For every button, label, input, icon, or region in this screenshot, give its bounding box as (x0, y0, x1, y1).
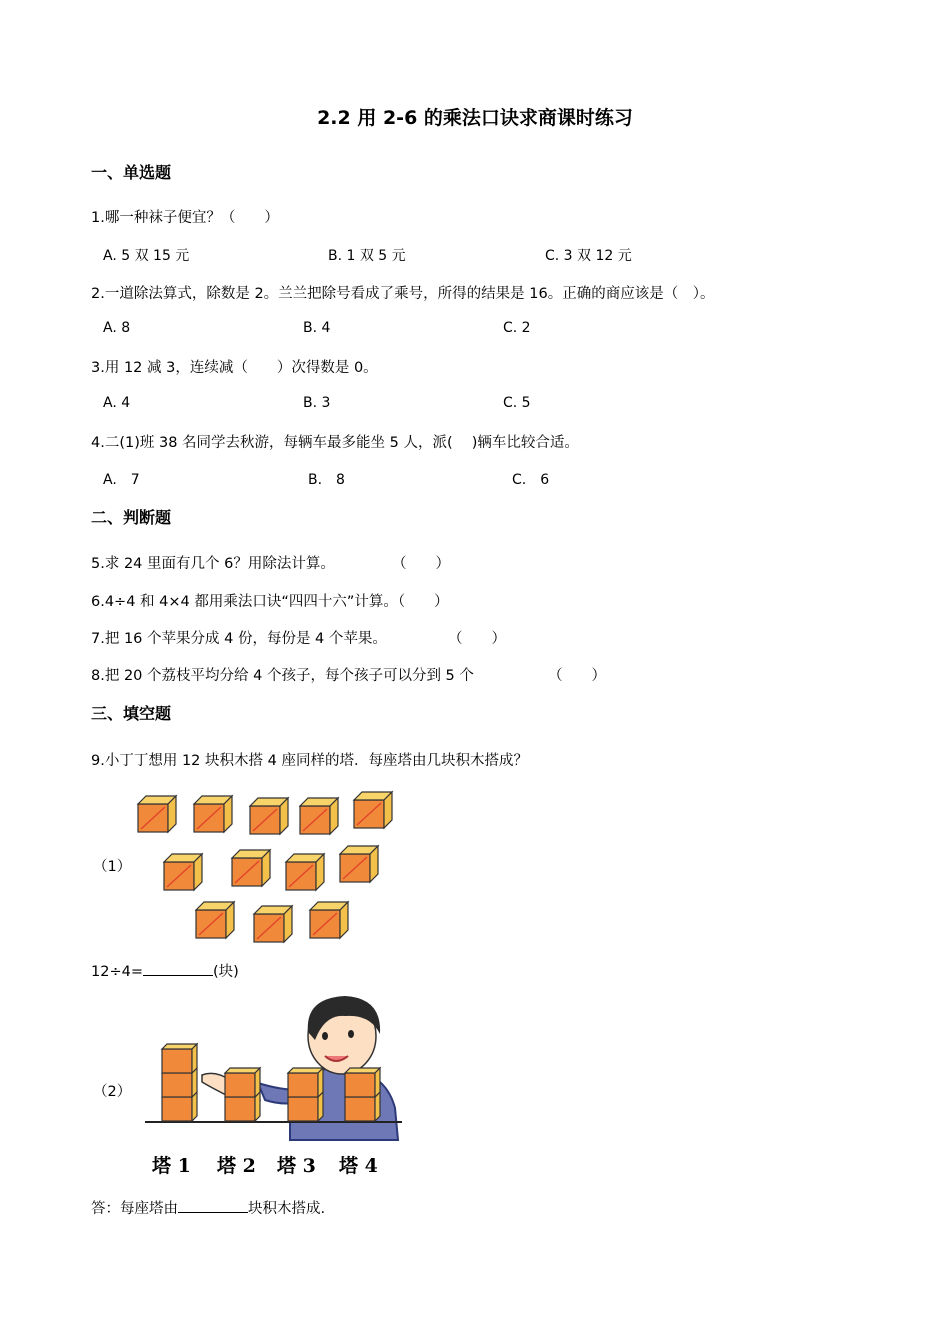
tower-block (345, 1068, 380, 1097)
question-8: 8.把 20 个荔枝平均分给 4 个孩子，每个孩子可以分到 5 个 (91, 668, 474, 684)
question-9: 9.小丁丁想用 12 块积木搭 4 座同样的塔．每座塔由几块积木搭成？ (91, 753, 528, 769)
answer-suffix: 块积木搭成. (248, 1201, 326, 1217)
page-title: 2.2 用 2-6 的乘法口诀求商课时练习 (317, 107, 633, 129)
q5-answer-paren[interactable]: （ ） (392, 556, 450, 572)
answer-blank[interactable] (178, 1199, 248, 1213)
equation-line (91, 960, 239, 981)
question-1: 1.哪一种袜子便宜？（ ） (91, 210, 279, 226)
q8-answer-paren[interactable]: （ ） (548, 668, 606, 684)
section-heading-fill-blank: 三、填空题 (91, 704, 172, 723)
q1-option-c[interactable]: C. 3 双 12 元 (545, 248, 632, 264)
block (196, 902, 234, 938)
block (340, 846, 378, 882)
tower-2-label: 塔 2 (217, 1155, 256, 1177)
tower-3-label: 塔 3 (277, 1155, 316, 1177)
part-2-label: （2） (93, 1084, 132, 1100)
q3-option-b[interactable]: B. 3 (303, 395, 331, 411)
q3-option-c[interactable]: C. 5 (503, 395, 531, 411)
answer-prefix: 答：每座塔由 (91, 1201, 178, 1217)
equation-unit: (块) (212, 964, 239, 980)
equation-prefix: 12÷4= (91, 964, 143, 980)
q2-option-a[interactable]: A. 8 (103, 320, 131, 336)
q2-option-b[interactable]: B. 4 (303, 320, 331, 336)
q4-option-c[interactable]: C. 6 (512, 472, 550, 488)
question-3: 3.用 12 减 3，连续减（ ）次得数是 0。 (91, 360, 378, 376)
question-4: 4.二(1)班 38 名同学去秋游，每辆车最多能坐 5 人，派( )辆车比较合适。 (91, 435, 579, 451)
section-heading-true-false: 二、判断题 (91, 508, 172, 527)
question-2: 2.一道除法算式，除数是 2。兰兰把除号看成了乘号，所得的结果是 16。正确的商应该是（ ）。 (91, 286, 715, 302)
block (286, 854, 324, 890)
section-heading-single-choice: 一、单选题 (91, 163, 172, 182)
question-5: 5.求 24 里面有几个 6？用除法计算。 (91, 556, 335, 572)
block (300, 798, 338, 834)
block (138, 796, 176, 832)
q1-option-a[interactable]: A. 5 双 15 元 (103, 248, 190, 264)
block (164, 854, 202, 890)
block (232, 850, 270, 886)
q3-option-a[interactable]: A. 4 (103, 395, 131, 411)
answer-line (91, 1197, 325, 1218)
block (250, 798, 288, 834)
towers-illustration (140, 990, 410, 1190)
tower-block (288, 1068, 323, 1097)
q4-option-b[interactable]: B. 8 (308, 472, 345, 488)
block (194, 796, 232, 832)
question-6: 6.4÷4 和 4×4 都用乘法口诀“四四十六”计算。（ ） (91, 594, 449, 610)
tower-block (162, 1044, 197, 1073)
question-7: 7.把 16 个苹果分成 4 份，每份是 4 个苹果。 (91, 631, 387, 647)
q7-answer-paren[interactable]: （ ） (448, 631, 506, 647)
block (310, 902, 348, 938)
block (254, 906, 292, 942)
tower-block (225, 1068, 260, 1097)
q2-option-c[interactable]: C. 2 (503, 320, 531, 336)
q1-option-b[interactable]: B. 1 双 5 元 (328, 248, 406, 264)
scattered-blocks-illustration (130, 784, 420, 944)
tower-1-label: 塔 1 (152, 1155, 191, 1177)
q4-option-a[interactable]: A. 7 (103, 472, 140, 488)
part-1-label: （1） (93, 859, 132, 875)
tower-4-label: 塔 4 (339, 1155, 378, 1177)
equation-blank[interactable] (143, 962, 213, 976)
block (354, 792, 392, 828)
